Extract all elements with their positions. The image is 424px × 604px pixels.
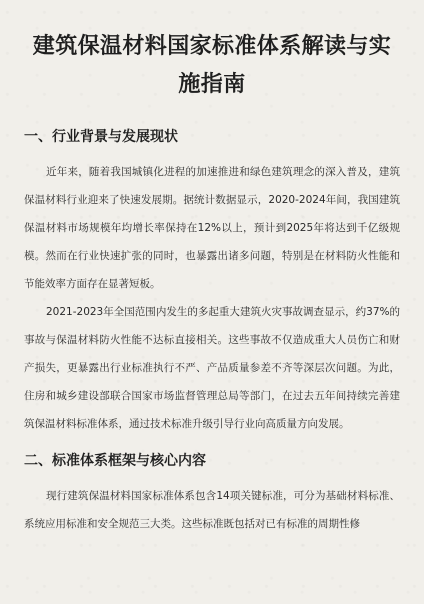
body-paragraph: 现行建筑保温材料国家标准体系包含14项关键标准，可分为基础材料标准、系统应用标准和安全规范三大类。这些标准既包括对已有标准的周期性修 <box>24 490 400 530</box>
section-standard-framework <box>24 450 400 538</box>
section-industry-background <box>24 126 400 438</box>
document-title: 建筑保温材料国家标准体系解读与实施指南 <box>32 34 392 97</box>
section-heading: 一、行业背景与发展现状 <box>24 129 178 145</box>
section-heading: 二、标准体系框架与核心内容 <box>24 453 206 469</box>
body-paragraph: 近年来，随着我国城镇化进程的加速推进和绿色建筑理念的深入普及，建筑保温材料行业迎来了快速发展期。据统计数据显示，2020-2024年间，我国建筑保温材料市场规模年均增长率保持在12%以上，预计到2025年将达到千亿级规模。然而在行业快速扩张的同时，也暴露出诸多问题，特别是在材料防火性能和节能效率方面存在显著短板。 <box>24 166 400 290</box>
body-paragraph: 2021-2023年全国范围内发生的多起重大建筑火灾事故调查显示，约37%的事故与保温材料防火性能不达标直接相关。这些事故不仅造成重大人员伤亡和财产损失，更暴露出行业标准执行不严、产品质量参差不齐等深层次问题。为此，住房和城乡建设部联合国家市场监督管理总局等部门，在过去五年间持续完善建筑保温材料标准体系，通过技术标准升级引导行业向高质量方向发展。 <box>24 306 400 430</box>
